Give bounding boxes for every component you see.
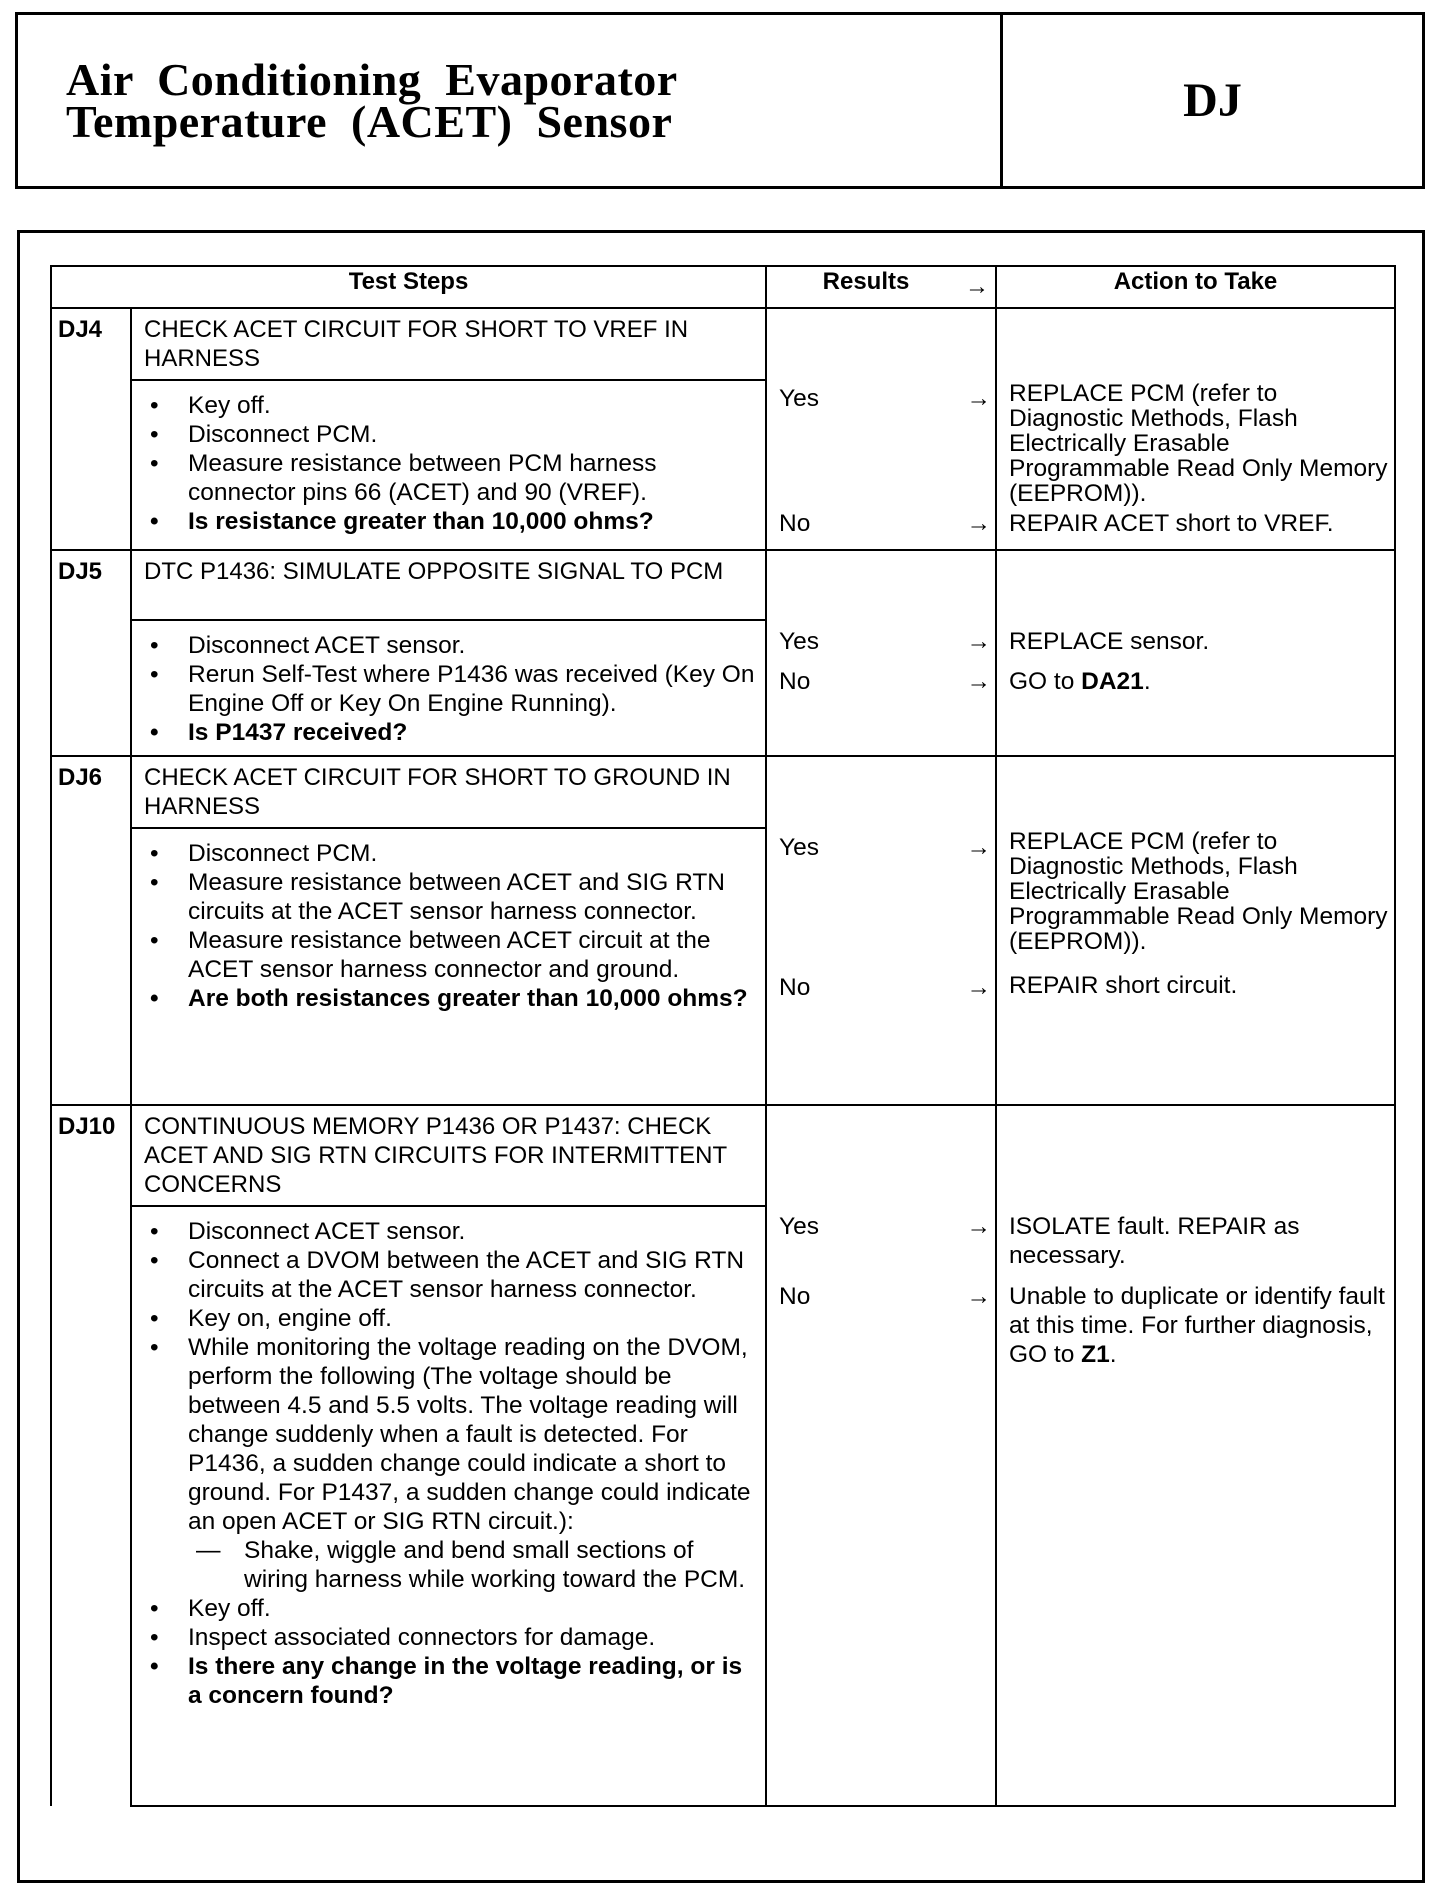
column-header-results-label: Results <box>822 268 910 295</box>
right-arrow-icon: → <box>966 834 991 861</box>
step-dj10-actions <box>996 1105 1395 1806</box>
action-yes: REPLACE PCM (refer to Diagnostic Methods, Flash Electrically Erasable Programmable Read Only Memory (EEPROM)). <box>1009 828 1388 955</box>
step-title: CHECK ACET CIRCUIT FOR SHORT TO VREF IN HARNESS <box>131 308 766 380</box>
step-dj5-results <box>766 550 996 756</box>
result-yes: Yes <box>779 1213 819 1240</box>
step-id: DJ5 <box>51 550 131 620</box>
right-arrow-icon: → <box>966 510 991 537</box>
list-item: • Disconnect ACET sensor. <box>144 631 757 660</box>
step-id: DJ4 <box>51 308 131 380</box>
step-dj5-actions <box>996 550 1395 756</box>
step-reference-link[interactable]: DA21 <box>1081 668 1144 695</box>
section-code: DJ <box>1183 74 1242 127</box>
action-no: REPAIR short circuit. <box>1009 972 1238 999</box>
page-header <box>15 12 1425 189</box>
list-item: • Key off. <box>144 391 757 420</box>
result-yes: Yes <box>779 834 819 861</box>
step-dj4-actions <box>996 308 1395 550</box>
action-no: REPAIR ACET short to VREF. <box>1009 510 1334 537</box>
step-question: • Is there any change in the voltage reading, or is a concern found? <box>144 1652 757 1710</box>
step-title: CONTINUOUS MEMORY P1436 OR P1437: CHECK ACET AND SIG RTN CIRCUITS FOR INTERMITTENT CONCERNS <box>131 1105 766 1206</box>
right-arrow-icon: → <box>966 1213 991 1240</box>
column-header-results <box>766 266 996 308</box>
right-arrow-icon: → <box>966 1283 991 1310</box>
result-no: No <box>779 510 811 537</box>
result-yes: Yes <box>779 385 819 412</box>
step-title: DTC P1436: SIMULATE OPPOSITE SIGNAL TO PCM <box>131 550 766 620</box>
list-item: • Measure resistance between PCM harness connector pins 66 (ACET) and 90 (VREF). <box>144 449 757 507</box>
page-title-line1: Air Conditioning Evaporator <box>66 54 678 105</box>
list-item: • Key on, engine off. <box>144 1304 757 1333</box>
list-item: • Disconnect ACET sensor. <box>144 1217 757 1246</box>
list-item: • While monitoring the voltage reading on the DVOM, perform the following (The voltage should be between 4.5 and 5.5 volts. The voltage reading will change suddenly when a fault is detected. For P1436, a sudden change could indicate a short to ground. For P1437, a sudden change could indicate an open ACET or SIG RTN circuit.): — Shake, wiggle and bend small sections of wiring harness while working toward the PCM. <box>144 1333 757 1594</box>
right-arrow-icon: → <box>966 974 991 1001</box>
step-question: • Is resistance greater than 10,000 ohms? <box>144 507 757 536</box>
list-item: • Connect a DVOM between the ACET and SIG RTN circuits at the ACET sensor harness connector. <box>144 1246 757 1304</box>
sub-list-item: — Shake, wiggle and bend small sections of wiring harness while working toward the PCM. <box>188 1536 757 1594</box>
step-reference-link[interactable]: Z1 <box>1081 1341 1110 1368</box>
result-no: No <box>779 974 811 1001</box>
action-yes: ISOLATE fault. REPAIR as necessary. <box>1009 1213 1300 1269</box>
step-body <box>131 380 766 550</box>
list-item: • Key off. <box>144 1594 757 1623</box>
list-item: • Measure resistance between ACET circuit at the ACET sensor harness connector and ground. <box>144 926 757 984</box>
step-dj10-title-row <box>51 1105 1395 1206</box>
step-id: DJ10 <box>51 1105 131 1206</box>
list-item: • Disconnect PCM. <box>144 420 757 449</box>
result-yes: Yes <box>779 628 819 655</box>
list-item: • Disconnect PCM. <box>144 839 757 868</box>
table-header-row <box>51 266 1395 308</box>
list-item: • Inspect associated connectors for damage. <box>144 1623 757 1652</box>
page-title <box>18 15 1003 186</box>
right-arrow-icon: → <box>966 385 991 412</box>
action-yes: REPLACE sensor. <box>1009 628 1210 655</box>
step-question: • Is P1437 received? <box>144 718 757 747</box>
right-arrow-icon: → <box>966 628 991 655</box>
step-body <box>131 1206 766 1806</box>
column-header-action: Action to Take <box>996 266 1395 308</box>
page-title-line2: Temperature (ACET) Sensor <box>66 96 673 147</box>
column-header-test-steps: Test Steps <box>51 266 766 308</box>
action-yes: REPLACE PCM (refer to Diagnostic Methods, Flash Electrically Erasable Programmable Read Only Memory (EEPROM)). <box>1009 380 1388 507</box>
step-dj6-actions <box>996 756 1395 1105</box>
step-dj4-title-row <box>51 308 1395 380</box>
step-dj6-title-row <box>51 756 1395 828</box>
step-body <box>131 620 766 756</box>
step-dj5-title-row <box>51 550 1395 620</box>
action-no: Unable to duplicate or identify fault at this time. For further diagnosis, GO to Z1. <box>1009 1283 1385 1368</box>
step-question: • Are both resistances greater than 10,000 ohms? <box>144 984 757 1013</box>
step-id: DJ6 <box>51 756 131 828</box>
action-no: GO to DA21. <box>1009 668 1151 695</box>
list-item: • Measure resistance between ACET and SIG RTN circuits at the ACET sensor harness connector. <box>144 868 757 926</box>
test-steps-table <box>50 265 1396 1807</box>
step-dj6-results <box>766 756 996 1105</box>
result-no: No <box>779 668 811 695</box>
result-no: No <box>779 1283 811 1310</box>
step-dj4-results <box>766 308 996 550</box>
step-body <box>131 828 766 1105</box>
step-dj10-results <box>766 1105 996 1806</box>
right-arrow-icon: → <box>966 668 991 695</box>
list-item: • Rerun Self-Test where P1436 was received (Key On Engine Off or Key On Engine Running). <box>144 660 757 718</box>
right-arrow-icon: → <box>965 273 989 300</box>
step-title: CHECK ACET CIRCUIT FOR SHORT TO GROUND IN HARNESS <box>131 756 766 828</box>
